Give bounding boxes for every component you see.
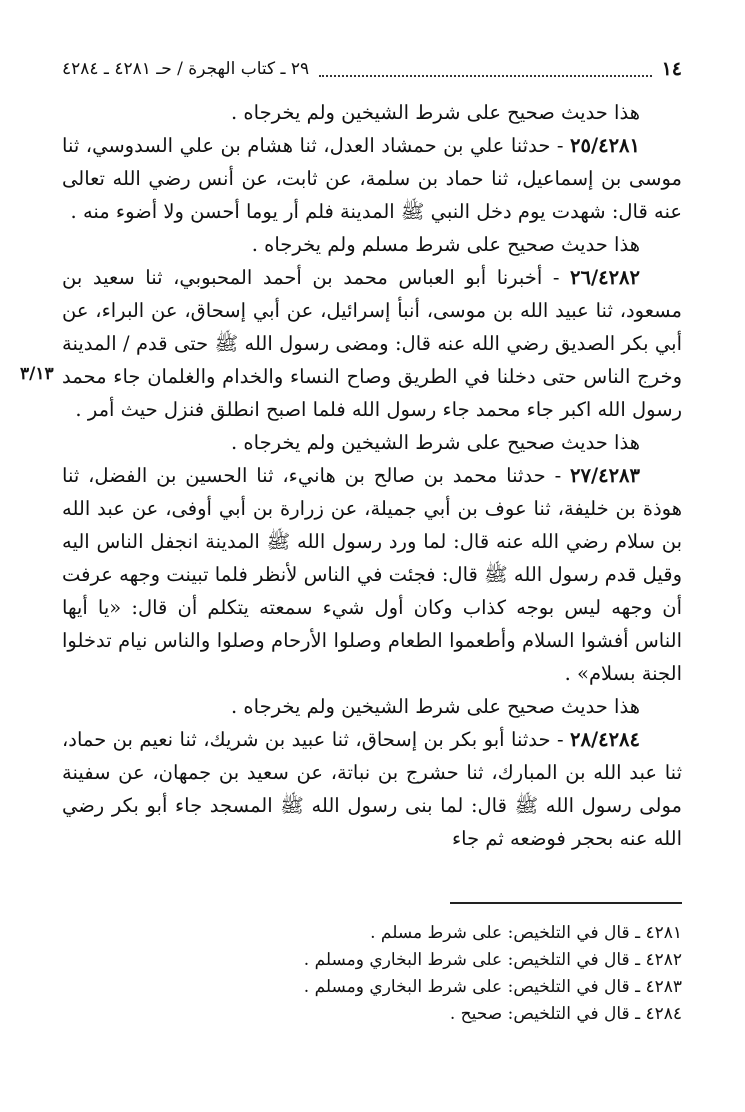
hadith-paragraph xyxy=(62,723,682,855)
running-title: ٢٩ ـ كتاب الهجرة / حـ ٤٢٨١ ـ ٤٢٨٤ xyxy=(62,59,310,79)
header-dot-leader xyxy=(319,61,651,77)
footnote: ٤٢٨٢ ـ قال في التلخيص: على شرط البخاري ومسلم . xyxy=(303,950,682,970)
authenticity-verdict: هذا حديث صحيح على شرط مسلم ولم يخرجاه . xyxy=(251,233,640,256)
hadith-paragraph xyxy=(62,129,682,228)
footnote: ٤٢٨٣ ـ قال في التلخيص: على شرط البخاري ومسلم . xyxy=(303,977,682,997)
authenticity-verdict: هذا حديث صحيح على شرط الشيخين ولم يخرجاه . xyxy=(231,431,640,454)
hadith-text: - حدثنا علي بن حمشاد العدل، ثنا هشام بن علي السدوسي، ثنا موسى بن إسماعيل، ثنا حماد بن سلمة، عن ثابت، عن أنس رضي الله تعالى عنه قال: شهدت يوم دخل النبي ﷺ المدينة فلم أر يوما أحسن ولا أضوء منه . xyxy=(62,134,682,223)
hadith-number: ٢٨/٤٢٨٤ xyxy=(570,728,640,751)
hadith-text: - حدثنا أبو بكر بن إسحاق، ثنا عبيد بن شريك، ثنا نعيم بن حماد، ثنا عبد الله بن المبارك، ثنا حشرج بن نباتة، عن سعيد بن جمهان، عن سفينة مولى رسول الله ﷺ قال: لما بنى رسول الله ﷺ المسجد جاء أبو بكر رضي الله عنه بحجر فوضعه ثم جاء xyxy=(62,728,682,850)
running-header xyxy=(62,52,682,86)
hadith-text: - أخبرنا أبو العباس محمد بن أحمد المحبوبي، ثنا سعيد بن مسعود، ثنا عبيد الله بن موسى، أنبأ إسرائيل، عن أبي إسحاق، عن البراء، عن أبي بكر الصديق رضي الله عنه قال: ومضى رسول الله ﷺ حتى قدم / المدينة وخرج الناس حتى دخلنا في الطريق وصاح النساء والخدام والغلمان جاء محمد رسول الله اكبر جاء محمد جاء رسول الله فلما اصبح انطلق فنزل حيث أمر . xyxy=(62,266,682,421)
hadith-paragraph xyxy=(62,261,682,426)
main-text xyxy=(62,96,682,855)
footnote-separator xyxy=(450,902,682,904)
manuscript-folio-reference: ٣/١٣ xyxy=(20,364,54,384)
authenticity-verdict: هذا حديث صحيح على شرط الشيخين ولم يخرجاه . xyxy=(231,695,640,718)
authenticity-verdict: هذا حديث صحيح على شرط الشيخين ولم يخرجاه . xyxy=(231,101,640,124)
footnote: ٤٢٨١ ـ قال في التلخيص: على شرط مسلم . xyxy=(370,923,682,943)
hadith-text: - حدثنا محمد بن صالح بن هانيء، ثنا الحسين بن الفضل، ثنا هوذة بن خليفة، ثنا عوف بن أبي جميلة، عن زرارة بن أبي أوفى، عن عبد الله بن سلام رضي الله عنه قال: لما ورد رسول الله ﷺ المدينة انجفل الناس اليه وقيل قدم رسول الله ﷺ قال: فجئت في الناس لأنظر فلما تبينت وجهه عرفت أن وجهه ليس بوجه كذاب وكان أول شيء سمعته يتكلم أن قال: «يا أيها الناس أفشوا السلام وأطعموا الطعام وصلوا الأرحام وصلوا والناس نيام تدخلوا الجنة بسلام» . xyxy=(62,464,682,685)
footnote: ٤٢٨٤ ـ قال في التلخيص: صحيح . xyxy=(449,1004,682,1024)
hadith-number: ٢٦/٤٢٨٢ xyxy=(570,266,640,289)
footnotes xyxy=(62,920,682,1028)
hadith-paragraph xyxy=(62,459,682,690)
hadith-number: ٢٧/٤٢٨٣ xyxy=(570,464,640,487)
hadith-number: ٢٥/٤٢٨١ xyxy=(570,134,640,157)
page-number: ١٤ xyxy=(661,58,682,80)
